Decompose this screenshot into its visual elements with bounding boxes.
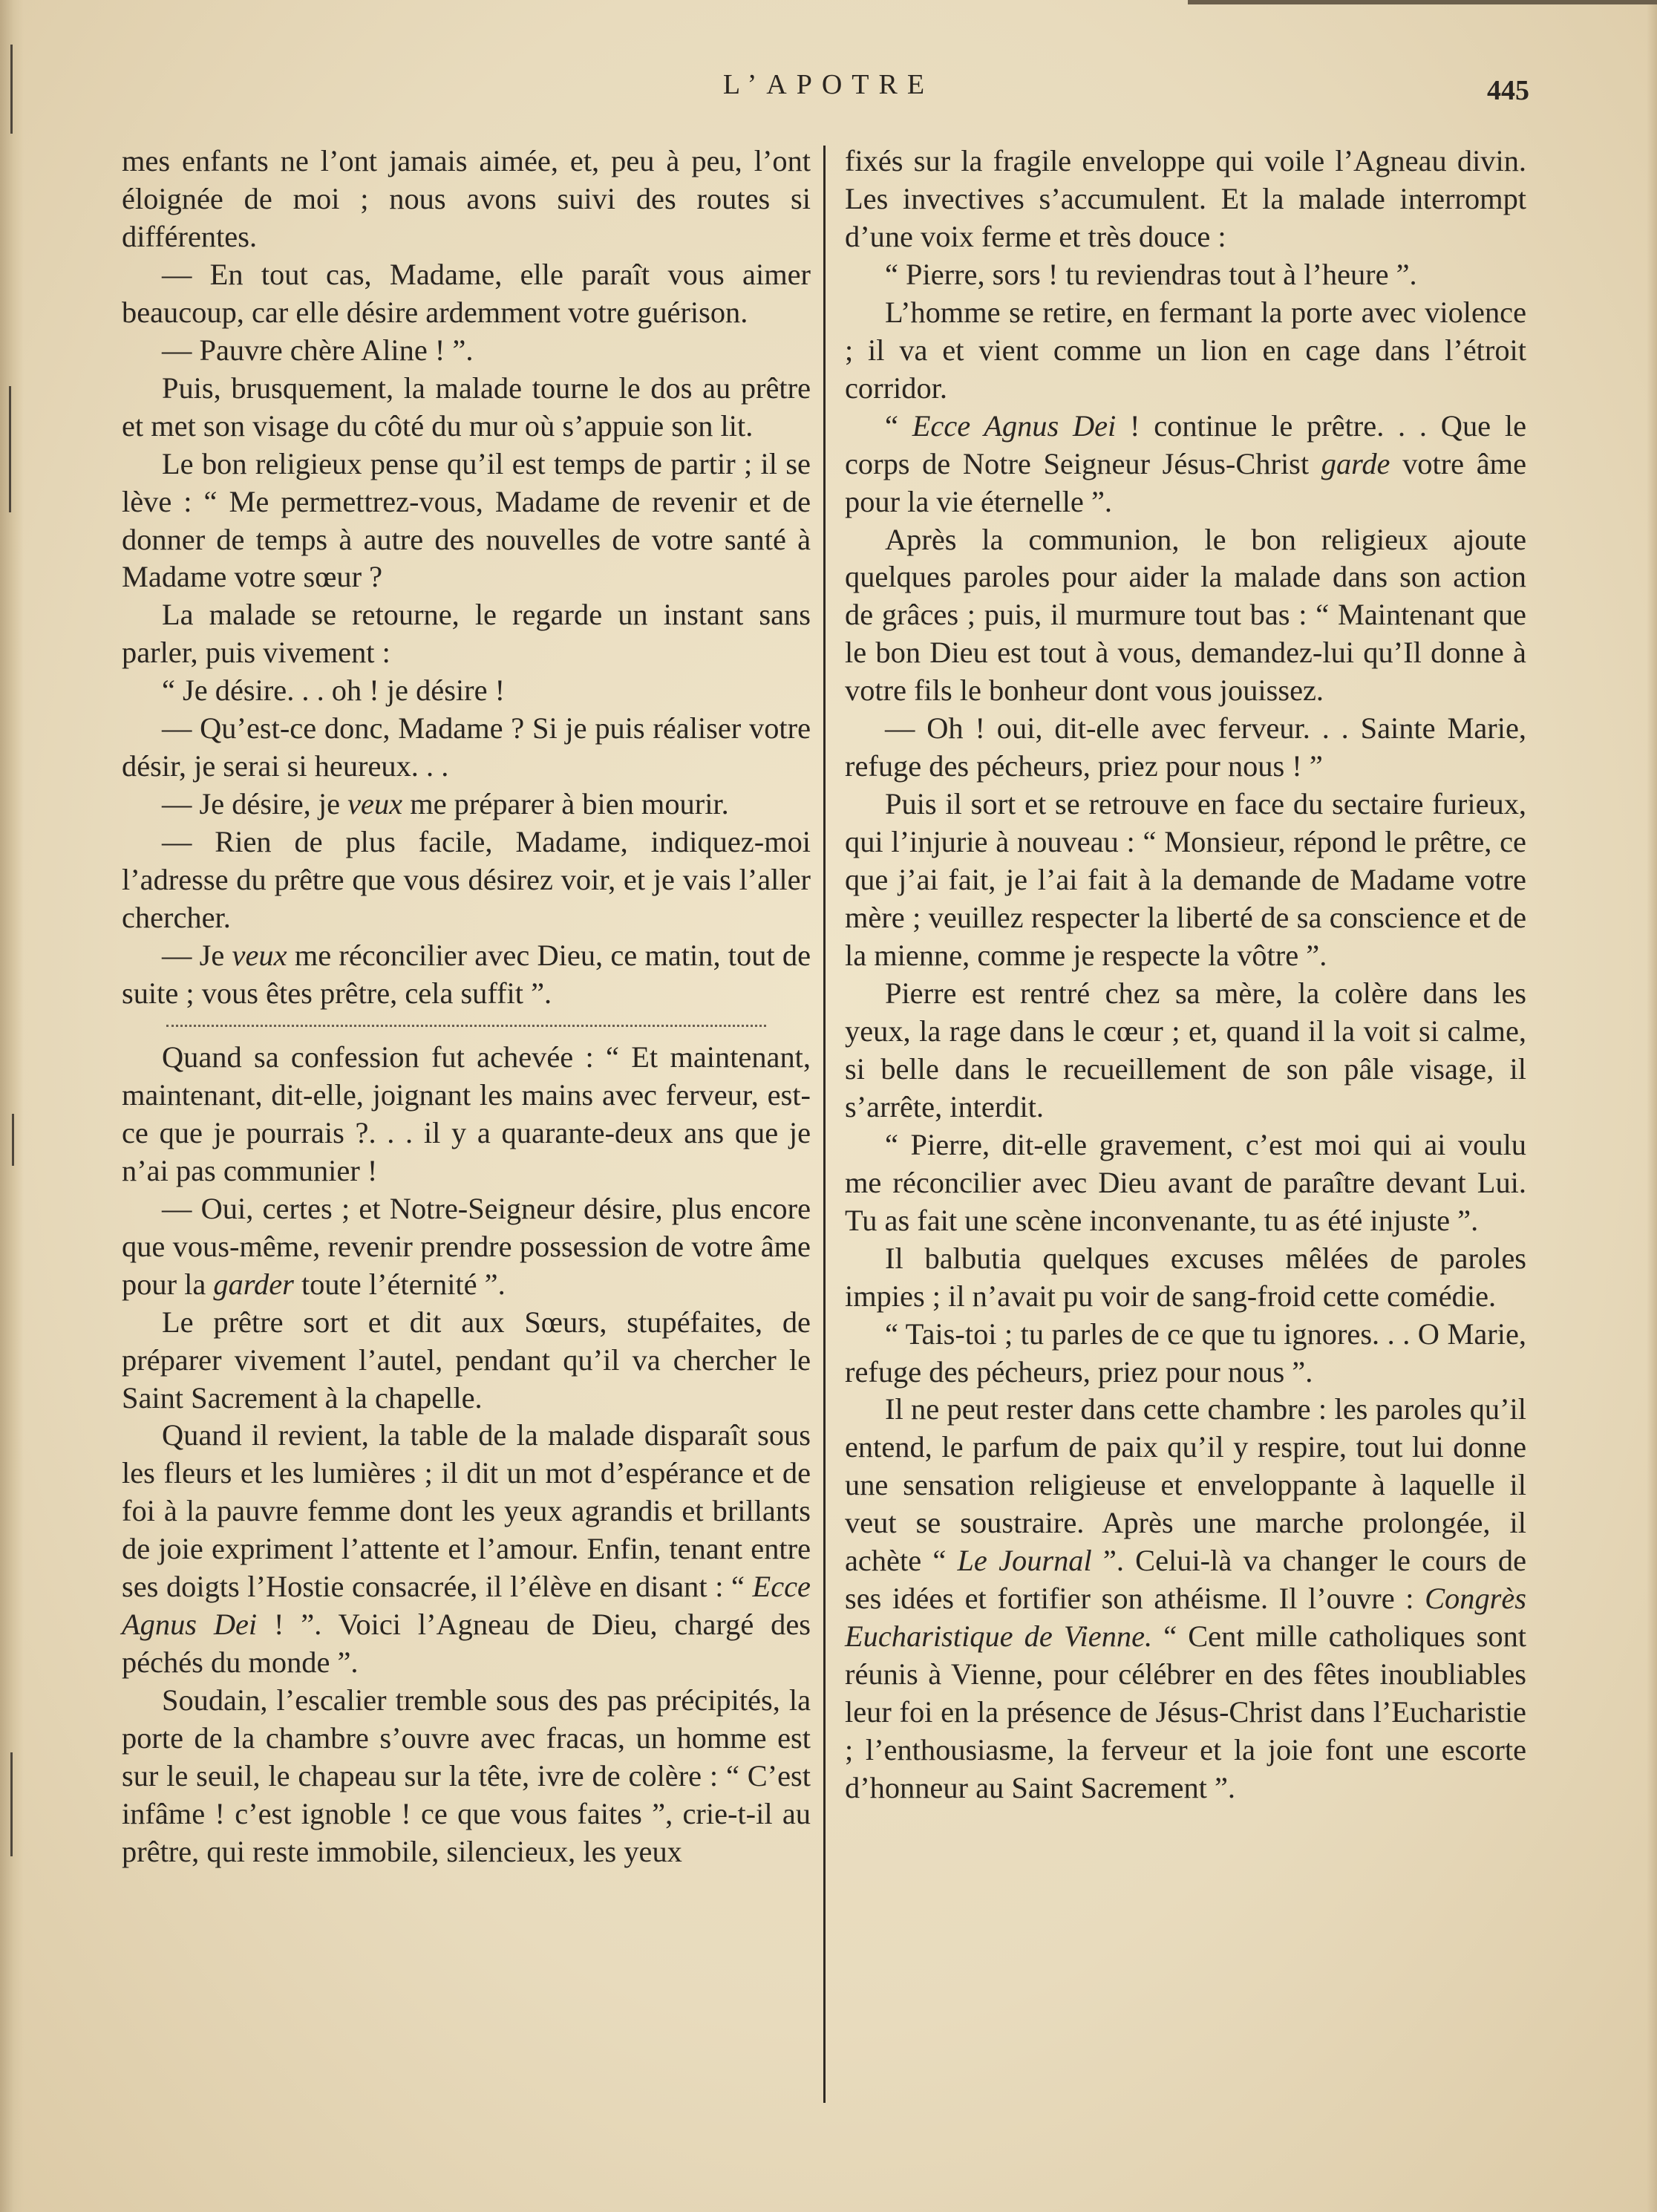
paragraph: Puis, brusquement, la malade tourne le dos au prêtre et met son visage du côté du mur où s’appuie son lit. [122, 371, 811, 443]
binding-mark [12, 1114, 14, 1166]
paragraph: La malade se retourne, le regarde un instant sans parler, puis vivement : [122, 598, 811, 670]
italic-text: garde [1321, 446, 1390, 480]
page-right-edge [1647, 0, 1657, 2212]
italic-text: Ecce Agnus Dei [912, 408, 1117, 443]
italic-text: Le Journal [957, 1544, 1092, 1578]
paragraph [122, 786, 811, 823]
paragraph: Pierre est rentré chez sa mère, la colère dans les yeux, la rage dans le cœur ; et, quand il la voit si calme, si belle dans le recueillement de son pâle visage, il s’arrête, interdit. [845, 976, 1526, 1123]
paragraph: “ Pierre, dit-elle gravement, c’est moi qui ai voulu me réconcilier avec Dieu avant de paraître devant Lui. Tu as fait une scène inconvenante, tu as été injuste ”. [845, 1127, 1526, 1237]
text-run: ”. Celui-là va changer le cours de ses idées et fortifier son athéisme. Il l’ouvre : [845, 1544, 1526, 1616]
right-column [845, 143, 1526, 1807]
text-run: — Je désire, je [162, 787, 348, 821]
paragraph: — Qu’est-ce donc, Madame ? Si je puis réaliser votre désir, je serai si heureux. . . [122, 711, 811, 783]
text-run: — Oui, certes ; et Notre-Seigneur désire, plus encore que vous-même, revenir prendre possession de votre âme pour la [122, 1191, 811, 1301]
paragraph: Soudain, l’escalier tremble sous des pas précipités, la porte de la chambre s’ouvre avec fracas, un homme est sur le seuil, le chapeau sur la tête, ivre de colère : “ C’est infâme ! c’est ignoble ! ce que vous faites ”, crie-t-il au prêtre, qui reste immobile, silencieux, les yeux [122, 1683, 811, 1868]
italic-text: Congrès Eucharistique de Vienne. [845, 1582, 1526, 1654]
paragraph: Quand sa confession fut achevée : “ Et maintenant, maintenant, dit-elle, joignant les mains avec ferveur, est-ce que je pourrais ?. . . il y a quarante-deux ans que je n’ai pas communier ! [122, 1040, 811, 1187]
paragraph: “ Je désire. . . oh ! je désire ! [162, 673, 506, 708]
italic-text: veux [347, 787, 403, 821]
binding-mark [9, 386, 11, 512]
paragraph: “ Pierre, sors ! tu reviendras tout à l’heure ”. [885, 257, 1417, 291]
paragraph: — En tout cas, Madame, elle paraît vous aimer beaucoup, car elle désire ardemment votre guérison. [122, 257, 811, 329]
text-run: Quand il revient, la table de la malade disparaît sous les fleurs et les lumières ; il dit un mot d’espérance et de foi à la pauvre femme dont les yeux agrandis et brillants de joie expriment l’attente et l’amour. Enfin, tenant entre ses doigts l’Hostie consacrée, il l’élève en disant : “ [122, 1418, 811, 1604]
paragraph: — Pauvre chère Aline ! ”. [162, 333, 474, 367]
text-run: toute l’éternité ”. [293, 1267, 506, 1301]
paragraph [122, 937, 811, 1013]
paragraph: Il balbutia quelques excuses mêlées de paroles impies ; il n’avait pu voir de sang-froid cette comédie. [845, 1241, 1526, 1313]
text-run: me réconcilier avec Dieu, ce matin, tout de suite ; vous êtes prêtre, cela suffit ”. [122, 939, 811, 1010]
paragraph: L’homme se retire, en fermant la porte avec violence ; il va et vient comme un lion en cage dans l’étroit corridor. [845, 295, 1526, 405]
dotted-separator [122, 1013, 811, 1039]
text-run: “ [885, 408, 912, 443]
text-run: me préparer à bien mourir. [402, 787, 729, 821]
left-column [122, 143, 811, 1871]
paragraph [122, 1417, 811, 1682]
running-header-title: L’APOTRE [722, 69, 935, 100]
paragraph: fixés sur la fragile enveloppe qui voile l’Agneau divin. Les invectives s’accumulent. Et la malade interrompt d’une voix ferme et très douce : [845, 144, 1526, 253]
text-run: — Je [162, 939, 232, 973]
paragraph [845, 1391, 1526, 1807]
page-binding-edge [0, 0, 24, 2212]
paragraph: Le prêtre sort et dit aux Sœurs, stupéfaites, de préparer vivement l’autel, pendant qu’il va chercher le Saint Sacrement à la chapelle. [122, 1305, 811, 1415]
paragraph: — Oh ! oui, dit-elle avec ferveur. . . Sainte Marie, refuge des pécheurs, priez pour nous ! ” [845, 711, 1526, 783]
page-top-edge-shadow [1188, 0, 1657, 4]
text-run: votre âme pour la vie éternelle ”. [845, 446, 1526, 518]
paragraph: “ Tais-toi ; tu parles de ce que tu ignores. . . O Marie, refuge des pécheurs, priez pour nous ”. [845, 1317, 1526, 1389]
paragraph: Après la communion, le bon religieux ajoute quelques paroles pour aider la malade dans son action de grâces ; puis, il murmure tout bas : “ Maintenant que le bon Dieu est tout à vous, demandez-lui qu’Il donne à votre fils le bonheur dont vous jouissez. [845, 522, 1526, 708]
text-run: ! continue le prêtre. . . Que le corps de Notre Seigneur Jésus-Christ [845, 408, 1526, 480]
text-run: “ Cent mille catholiques sont réunis à Vienne, pour célébrer en des fêtes inoubliables leur foi en la présence de Jésus-Christ dans l’Eucharistie ; l’enthousiasme, la ferveur et la joie font une escorte d’honneur au Saint Sacrement ”. [845, 1619, 1526, 1804]
paragraph: mes enfants ne l’ont jamais aimée, et, peu à peu, l’ont éloignée de moi ; nous avons suivi des routes si différentes. [122, 144, 811, 253]
paragraph [122, 1190, 811, 1304]
paragraph: — Rien de plus facile, Madame, indiquez-moi l’adresse du prêtre que vous désirez voir, et je vais l’aller chercher. [122, 825, 811, 935]
binding-mark [10, 1752, 13, 1856]
column-divider [823, 146, 826, 2103]
paragraph: Le bon religieux pense qu’il est temps de partir ; il se lève : “ Me permettrez-vous, Madame de revenir et de donner de temps à autre des nouvelles de votre santé à Madame votre sœur ? [122, 446, 811, 594]
italic-text: Ecce Agnus Dei [122, 1570, 811, 1642]
italic-text: veux [232, 939, 287, 973]
text-run: ! ”. Voici l’Agneau de Dieu, chargé des péchés du monde ”. [122, 1608, 811, 1680]
paragraph: Puis il sort et se retrouve en face du sectaire furieux, qui l’injurie à nouveau : “ Monsieur, répond le prêtre, ce que j’ai fait, je l’ai fait à la demande de Madame votre mère ; veuillez respecter la liberté de sa conscience et de la mienne, comme je respecte la vôtre ”. [845, 787, 1526, 973]
text-run: Il ne peut rester dans cette chambre : les paroles qu’il entend, le parfum de paix qu’il y respire, tout lui donne une sensation religieuse et enveloppante à laquelle il veut se soustraire. Après une marche prolongée, il achète “ [845, 1392, 1526, 1578]
page-number: 445 [1487, 75, 1529, 106]
paragraph [845, 408, 1526, 521]
italic-text: garder [213, 1267, 294, 1301]
